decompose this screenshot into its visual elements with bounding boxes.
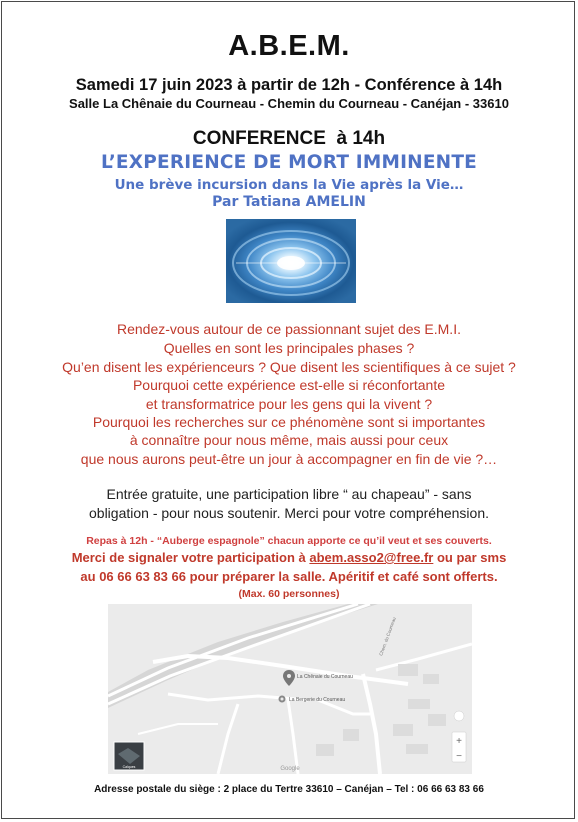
map-pin-icon[interactable]	[279, 696, 286, 703]
question-line: à connaître pour nous même, mais aussi pour ceux	[129, 432, 449, 448]
location-map[interactable]	[108, 604, 472, 774]
email-link[interactable]: abem.asso2@free.fr	[309, 550, 434, 565]
conference-subtitle: Une brève incursion dans la Vie après la Vie…	[114, 177, 464, 193]
sms-line: au 06 66 63 83 66 pour préparer la salle. Apéritif et café sont offerts.	[80, 569, 498, 584]
conference-title: L’EXPERIENCE DE MORT IMMINENTE	[100, 152, 478, 173]
conference-speaker: Par Tatiana AMELIN	[212, 194, 366, 210]
signup-text: Merci de signaler votre participation à	[71, 550, 310, 565]
signup-text-end: ou par sms	[433, 550, 507, 565]
question-line: Pourquoi cette expérience est-elle si réconfortante	[132, 377, 446, 393]
map-place-label: La Chênaie du Courneau	[297, 674, 353, 680]
map-layers-label: Calques	[122, 765, 136, 769]
question-line: Qu’en disent les expérienceurs ? Que disent les scientifiques à ce sujet ?	[62, 359, 516, 375]
map-place-label: La Bergerie du Courneau	[289, 697, 346, 703]
map-layers-button[interactable]	[114, 742, 144, 770]
repas-line: Repas à 12h - “Auberge espagnole” chacun apporte ce qu’il veut et ses couverts.	[86, 535, 492, 547]
event-date-line: Samedi 17 juin 2023 à partir de 12h - Conférence à 14h	[75, 76, 503, 94]
question-line: que nous aurons peut-être un jour à accompagner en fin de vie ?…	[80, 451, 498, 467]
conference-time: à 14h	[336, 128, 386, 149]
venue-line: Salle La Chênaie du Courneau - Chemin du Courneau - Canéjan - 33610	[69, 96, 509, 111]
question-line: Quelles en sont les principales phases ?	[163, 340, 415, 356]
map-road-label: Chem. du Courneau	[378, 616, 397, 657]
locate-me-icon[interactable]	[454, 711, 464, 721]
entry-line: Entrée gratuite, une participation libre “ au chapeau” - sans	[106, 486, 472, 502]
map-canvas	[108, 604, 472, 774]
question-line: Pourquoi les recherches sur ce phénomène sont si importantes	[92, 414, 486, 430]
signup-line	[0, 550, 578, 565]
zoom-in-button[interactable]: +	[456, 736, 462, 747]
google-logo: Google	[280, 766, 300, 772]
postal-address-footer: Adresse postale du siège : 2 place du Tertre 33610 – Canéjan – Tel : 06 66 63 83 66	[94, 784, 484, 795]
question-line: Rendez-vous autour de ce passionnant sujet des E.M.I.	[117, 321, 461, 337]
capacity-line: (Max. 60 personnes)	[238, 588, 340, 600]
conference-heading	[0, 128, 578, 150]
light-tunnel-image	[226, 219, 356, 303]
question-line: et transformatrice pour les gens qui la vivent ?	[145, 396, 433, 412]
association-title: A.B.E.M.	[228, 30, 350, 62]
zoom-out-button[interactable]: −	[456, 751, 462, 762]
entry-line: obligation - pour nous soutenir. Merci pour votre compréhension.	[89, 505, 489, 521]
conference-word: CONFERENCE	[192, 128, 326, 149]
